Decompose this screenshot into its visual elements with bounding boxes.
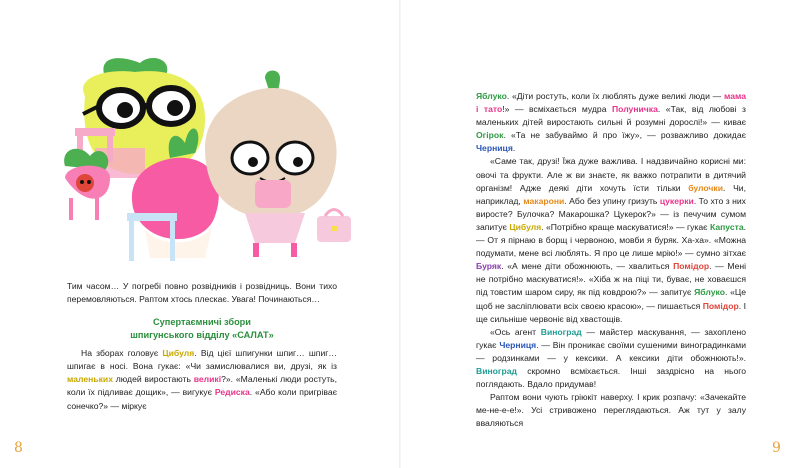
character-blueberry-2: Черниця — [499, 339, 537, 350]
character-apple-2: Яблуко — [694, 287, 725, 298]
word-buns: булочки — [688, 182, 724, 193]
character-cabbage: Капуста — [709, 221, 744, 232]
heading-line-1: Супертаємничі збори — [153, 317, 251, 328]
character-grape-2: Виноград — [476, 365, 517, 376]
page-number-left: 8 — [14, 440, 23, 456]
character-tomato: Помідор — [673, 261, 710, 272]
paragraph-2: «Саме так, друзі! Їжа дуже важлива. І надзвичайно корисні ми: овочі та фрукти. Але ж ви знаєте, як важко потрапити в дитячий організм! Адже деякі діти хочуть їсти тільки булочки. Чи, наприклад, макарони. Або без упину гризуть цукерки. То хто з них виросте? Булочка? Макарошка? Цукерок?» — із печучим сумом запитує Цибуля. «Потрібно краще маскуватися!» — гукає Капуста. — От я пірнаю в борщ і червоною, мовби я буряк. Ха-ха». «Можна подумати, мене всі люблять. Я про це лише мрію!» — сумно зітхає Буряк. «А мене діти обожнюють, — хвалиться Помідор. — Мені не потрібно маскуватися!». «Хіба ж на піці ти, буває, не ховаєшся під товстим шаром сиру, як під ковдрою?» — запитує Яблуко. «Це щоб не засліплювати всіх своєю красою», — пишається Помідор. І ще сильніше червоніє від хвастощів. — [476, 156, 747, 324]
character-grape: Виноград — [540, 326, 582, 337]
paragraph-4: Раптом вони чують гріюкіт наверху. І крик розпачу: «Зачекайте ме-не-е-е!». Усі стривожено переглядаються. Аж тут у залу вваляються — [476, 392, 746, 429]
paragraph-1: Яблуко. «Діти ростуть, коли їх люблять дуже великі люди — мама і тато!» — всміхається мудра Полуничка. «Так, від любові з маленьких дітей виростають сильні й розумні дорослі!» — киває Огірок. «Та не забуваймо й про їжу», — розважливо докидає Черниця. — [476, 91, 746, 154]
right-page-text — [476, 90, 746, 430]
character-strawberry: Полуничка — [612, 104, 658, 115]
character-onion-2: Цибуля — [509, 221, 542, 232]
character-blueberry: Черниця — [476, 143, 513, 154]
left-page-text — [67, 280, 337, 413]
intro-paragraph: Тим часом… У погребі повно розвідників і розвідниць. Вони тихо перемовляються. Раптом хтось плескає. Увага! Починаються… — [67, 281, 337, 305]
word-small: маленьких — [67, 374, 113, 385]
character-onion: Цибуля — [162, 348, 195, 359]
vegetable-characters-illustration — [55, 48, 365, 270]
word-big: великі — [193, 374, 222, 385]
character-apple: Яблуко — [476, 91, 507, 101]
meeting-paragraph: На зборах головує Цибуля. Від цієї шпигунки шпиг… шпиг… шпигає в носі. Вона гукає: «Чи замислювалися ви, друзі, як із маленьких людей виростають великі?». «Маленькі люди ростуть, коли їх підливає дощик», — вигукує Редиска. «Або коли пригріває сонечко?» — міркує — [67, 348, 337, 411]
radish-body — [132, 158, 219, 239]
character-tomato-2: Помідор — [702, 300, 739, 311]
heading-line-2: шпигунського відділу «САЛАТ» — [130, 329, 274, 340]
section-heading — [67, 316, 337, 341]
word-macaroni: макарони — [523, 195, 565, 206]
character-cucumber: Огірок — [476, 130, 504, 141]
paragraph-3: «Ось агент Виноград — майстер маскування, — захоплено гукає Черниця. — Він проникає своїми сушеними виноградинками — родзинками — у кексики. А кексики діти обожнюють!». Виноград скромно всміхається. Інші заздрісно на нього поглядають. Вдало придумав! — [476, 326, 747, 390]
character-radish: Редиска — [214, 387, 250, 398]
word-candies: цукерки — [659, 195, 694, 206]
page-number-right: 9 — [772, 440, 781, 456]
words-mom-and-dad: мама і тато — [476, 91, 746, 115]
character-beet: Буряк — [476, 261, 502, 272]
